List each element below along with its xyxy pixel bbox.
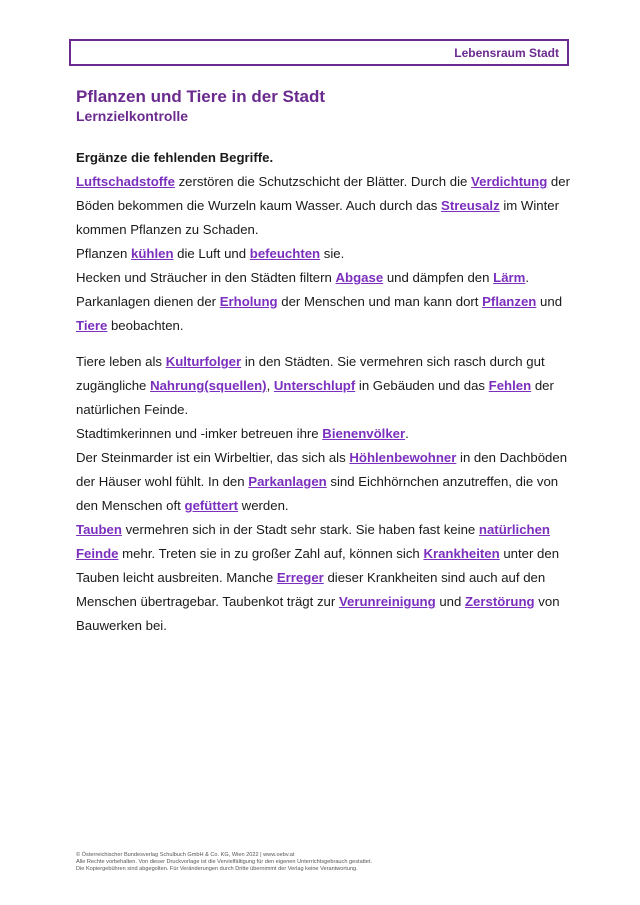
answer-term: Tauben — [76, 522, 122, 537]
answer-term: Unterschlupf — [273, 378, 356, 393]
footer-disclaimer: Die Kopiergebühren sind abgegolten. Für Veränderungen durch Dritte übernimmt der Verlag keine Verantwortung. — [76, 866, 358, 873]
text-segment: in den Dachböden der Häuser wohl fühlt. In den — [76, 450, 568, 489]
text-segment: zerstören die Schutzschicht der Blätter. Durch die — [174, 174, 472, 189]
text-segment: der Böden bekommen die Wurzeln kaum Wasser. Auch durch das — [76, 174, 570, 213]
text-segment: im Winter kommen Pflanzen zu Schaden. — [76, 198, 560, 237]
paragraph-3 — [76, 266, 576, 290]
text-segment: unter den Tauben leicht ausbreiten. Manche — [76, 546, 560, 585]
footer-copyright: © Österreichischer Bundesverlag Schulbuch GmbH & Co. KG, Wien 2022 | www.oebv.at — [76, 852, 295, 858]
text-segment: , — [266, 378, 274, 393]
answer-term: Zerstörung — [465, 594, 535, 609]
answer-term: Erholung — [219, 294, 278, 309]
text-segment: werden. — [238, 498, 289, 513]
answer-term: Kulturfolger — [165, 354, 242, 369]
header-title: Lebensraum Stadt — [454, 46, 559, 60]
text-segment: Tiere leben als — [76, 354, 166, 369]
answer-term: Verdichtung — [471, 174, 548, 189]
answer-term: kühlen — [131, 246, 174, 261]
footer-rights: Alle Rechte vorbehalten. Von dieser Druckvorlage ist die Vervielfältigung für den eigenen Unterrichtsgebrauch gestattet. — [76, 859, 373, 866]
text-segment: Der Steinmarder ist ein Wirbeltier, das sich als — [76, 450, 350, 465]
answer-term: Abgase — [335, 270, 384, 285]
answer-term: Fehlen — [488, 378, 532, 393]
paragraph-1 — [76, 170, 576, 242]
answer-term: Parkanlagen — [248, 474, 327, 489]
text-segment: Pflanzen — [76, 246, 131, 261]
answer-term: Krankheiten — [423, 546, 500, 561]
text-segment: Parkanlagen dienen der — [76, 294, 220, 309]
section-gap — [76, 338, 576, 350]
text-segment: der natürlichen Feinde. — [76, 378, 554, 417]
paragraph-2 — [76, 242, 576, 266]
text-segment: in den Städten. Sie vermehren sich rasch durch gut zugängliche — [76, 354, 545, 393]
header-box — [69, 39, 569, 66]
worksheet-content — [76, 148, 576, 638]
answer-term: natürlichen Feinde — [76, 522, 550, 561]
instruction: Ergänze die fehlenden Begriffe. — [76, 150, 274, 165]
page-title: Pflanzen und Tiere in der Stadt — [76, 87, 326, 106]
page-subtitle: Lernzielkontrolle — [76, 108, 189, 124]
answer-term: Tiere — [76, 318, 108, 333]
text-segment: und — [435, 594, 465, 609]
text-segment: die Luft und — [173, 246, 250, 261]
answer-term: Nahrung(squellen) — [150, 378, 267, 393]
answer-term: Luftschadstoffe — [76, 174, 175, 189]
text-segment: in Gebäuden und das — [355, 378, 489, 393]
text-segment: mehr. Treten sie in zu großer Zahl auf, können sich — [118, 546, 424, 561]
text-segment: und — [536, 294, 563, 309]
text-segment: . — [405, 426, 409, 441]
footer — [76, 852, 576, 874]
answer-term: Verunreinigung — [338, 594, 436, 609]
answer-term: befeuchten — [249, 246, 321, 261]
answer-term: Bienenvölker — [322, 426, 406, 441]
answer-term: Lärm — [493, 270, 526, 285]
text-segment: dieser Krankheiten sind auch auf den Menschen übertragebar. Taubenkot trägt zur — [76, 570, 546, 609]
answer-term: gefüttert — [184, 498, 238, 513]
paragraph-8 — [76, 518, 576, 638]
paragraph-6 — [76, 422, 576, 446]
paragraph-5 — [76, 350, 576, 422]
answer-term: Streusalz — [441, 198, 500, 213]
text-segment: der Menschen und man kann dort — [277, 294, 483, 309]
paragraph-4 — [76, 290, 576, 338]
text-segment: von Bauwerken bei. — [76, 594, 560, 633]
text-segment: . — [525, 270, 530, 285]
text-segment: und dämpfen den — [383, 270, 494, 285]
answer-term: Höhlenbewohner — [349, 450, 457, 465]
answer-term: Pflanzen — [482, 294, 537, 309]
text-segment: Hecken und Sträucher in den Städten filtern — [76, 270, 336, 285]
paragraph-7 — [76, 446, 576, 518]
text-segment: Stadtimkerinnen und -imker betreuen ihre — [76, 426, 323, 441]
text-segment: vermehren sich in der Stadt sehr stark. Sie haben fast keine — [121, 522, 479, 537]
text-segment: sie. — [320, 246, 345, 261]
text-segment: sind Eichhörnchen anzutreffen, die von den Menschen oft — [76, 474, 559, 513]
answer-term: Erreger — [276, 570, 324, 585]
text-segment: beobachten. — [107, 318, 184, 333]
